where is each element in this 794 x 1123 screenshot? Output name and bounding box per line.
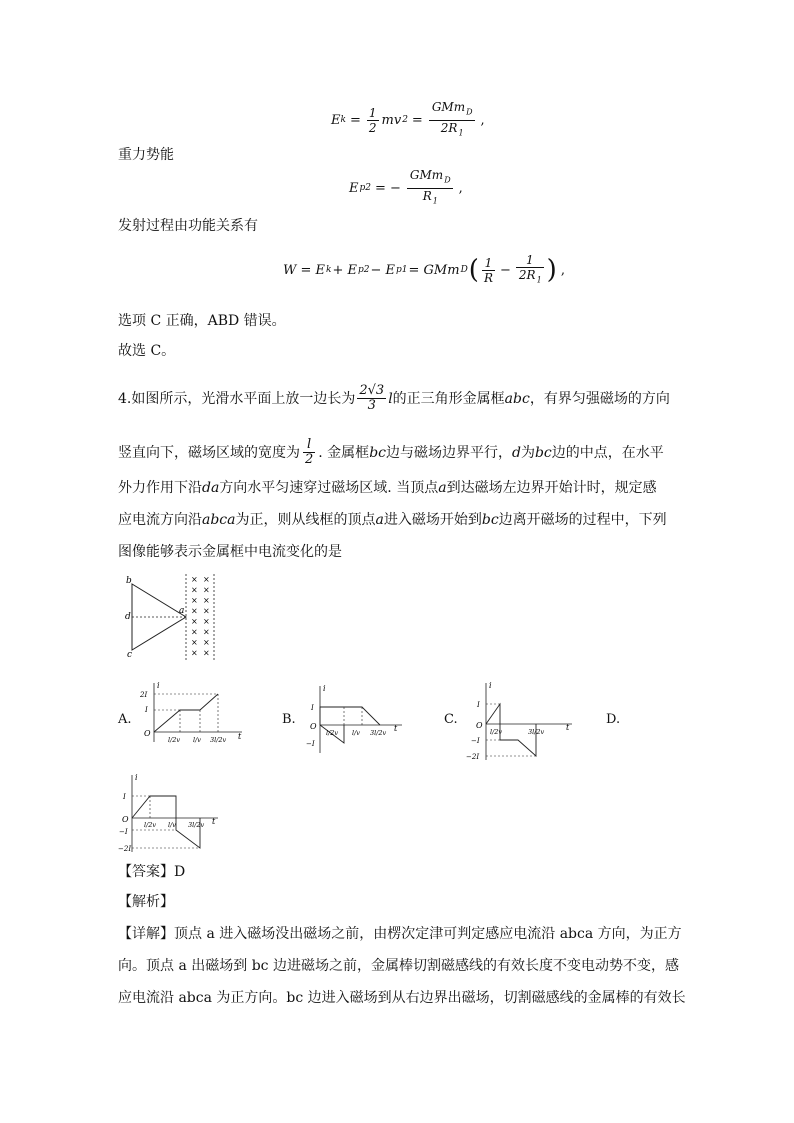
svg-text:−I: −I <box>119 828 128 836</box>
graph-option-c <box>466 680 576 762</box>
q4-l2-e: 为 <box>520 444 535 461</box>
potential-energy-formula: E p2 = − $\frac{GMm_D}{R_1}$ , <box>348 168 464 208</box>
q4-l2-c: 边与磁场边界平行， <box>386 444 512 461</box>
field-cross-mark: × <box>191 627 198 637</box>
graph-option-b <box>306 683 406 755</box>
q4-l2-b: . 金属框 <box>318 444 370 461</box>
answer-label: 【答案】 <box>118 864 174 880</box>
gm-den: 2R <box>440 120 458 135</box>
w-p1: p1 <box>396 265 408 275</box>
svg-text:3l/2v: 3l/2v <box>188 821 205 829</box>
field-cross-mark: × <box>191 648 198 658</box>
gravity-potential-label: 重力势能 <box>118 147 174 163</box>
svg-text:O: O <box>310 722 317 731</box>
q4-l1-b: 的正三角形金属框 <box>392 390 505 407</box>
detail-line-1: 【详解】顶点 a 进入磁场没出磁场之前，由楞次定津可判定感应电流沿 abca 方向，为正方 <box>118 926 682 942</box>
field-cross-mark: × <box>203 617 210 626</box>
svg-text:l/v: l/v <box>168 821 176 829</box>
ep-den: R <box>422 188 432 203</box>
w-f2-den: 2R <box>518 267 536 282</box>
triangle-field-figure <box>118 572 228 664</box>
svg-text:3l/2v: 3l/2v <box>370 729 387 737</box>
half-den: 2 <box>368 120 377 135</box>
q4-line5: 图像能够表示金属框中电流变化的是 <box>118 544 342 560</box>
q4-side-den: 3 <box>367 398 376 413</box>
field-cross-mark: × <box>191 638 198 647</box>
q4-d: d <box>512 444 521 461</box>
q4-width-den: 2 <box>305 452 314 467</box>
w-plus: + E <box>332 262 357 278</box>
svg-text:i: i <box>323 684 326 693</box>
half-num: 1 <box>368 105 377 120</box>
square: 2 <box>402 115 408 125</box>
kinetic-energy-formula: E k = $\frac{1}{2}$ mv 2 = $\frac{GMm_D}{2R_1}$ , <box>330 100 486 140</box>
w-lhs: W = E <box>283 262 326 278</box>
w-k: k <box>326 265 332 275</box>
w-f1-num: 1 <box>482 256 495 271</box>
work-formula: W = E k + E p2 − E p1 = GMm D ( $\frac{1}{R}$ − $\frac{1}{2R_1}$ ) , <box>282 248 566 292</box>
analysis-label: 【解析】 <box>118 894 174 910</box>
q4-width-num: l <box>303 438 315 453</box>
vertex-c-label: c <box>127 650 133 660</box>
mv: mv <box>381 112 402 128</box>
field-cross-mark: × <box>203 648 210 658</box>
q4-side-fraction <box>357 384 386 413</box>
ep-fraction <box>406 168 454 208</box>
w-f2-num: 1 <box>516 253 544 268</box>
field-cross-mark: × <box>191 606 198 616</box>
curve-c-pos <box>486 704 500 724</box>
svg-text:i: i <box>489 681 492 690</box>
gm-den-sub: 1 <box>458 127 464 137</box>
w-frac2 <box>515 253 545 287</box>
ek-symbol: E <box>331 112 341 128</box>
q4-bc2: bc <box>534 444 552 461</box>
svg-text:t: t <box>394 724 398 733</box>
w-frac1 <box>481 256 496 285</box>
svg-text:l/2v: l/2v <box>144 821 157 829</box>
conclusion: 故选 C。 <box>118 343 176 359</box>
svg-text:−2I: −2I <box>118 845 132 853</box>
ep-num: GMm <box>409 168 444 183</box>
svg-text:3l/2v: 3l/2v <box>528 728 545 736</box>
work-label: 发射过程由功能关系有 <box>118 218 258 234</box>
field-cross-mark: × <box>203 627 210 637</box>
field-cross-mark: × <box>191 596 198 605</box>
q4-abc: abc <box>504 390 530 407</box>
ep-symbol: E <box>349 180 359 196</box>
q4-line3: 外力作用下沿da方向水平匀速穿过磁场区域. 当顶点a到达磁场左边界开始计时，规定感 <box>118 480 657 496</box>
svg-text:O: O <box>144 729 151 738</box>
svg-text:O: O <box>122 815 129 824</box>
svg-text:l/2v: l/2v <box>490 728 503 736</box>
option-c-correct: 选项 C 正确，ABD 错误。 <box>118 313 286 329</box>
svg-text:I: I <box>477 701 480 709</box>
graph-option-d <box>118 772 222 854</box>
answer-value: D <box>174 864 186 880</box>
curve-b-pos <box>320 707 380 725</box>
ep-num-sub: D <box>444 175 451 185</box>
svg-text:I: I <box>311 704 314 712</box>
option-d-label[interactable]: D. <box>606 712 621 727</box>
w-f2-sub: 1 <box>536 275 542 285</box>
svg-text:3l/2v: 3l/2v <box>210 736 227 744</box>
comma: , <box>458 180 463 196</box>
svg-text:t: t <box>566 723 570 732</box>
q4-width-fraction <box>303 438 315 467</box>
q4-l: l <box>388 390 393 407</box>
vertex-b-label: b <box>126 576 132 586</box>
field-cross-mark: × <box>191 575 198 584</box>
svg-text:−2I: −2I <box>466 753 480 761</box>
graph-option-a <box>140 680 246 746</box>
ep-sub: p2 <box>359 183 371 193</box>
svg-text:−I: −I <box>306 740 315 748</box>
svg-text:i: i <box>135 773 138 782</box>
comma: , <box>480 112 485 128</box>
w-eq: = GMm <box>408 262 460 278</box>
field-cross-mark: × <box>191 585 198 595</box>
gm-fraction <box>428 100 476 140</box>
ep-den-sub: 1 <box>432 195 438 205</box>
field-cross-mark: × <box>203 606 210 616</box>
svg-text:l/v: l/v <box>352 729 360 737</box>
svg-text:l/2v: l/2v <box>326 729 339 737</box>
detail-line-2: 向。顶点 a 出磁场到 bc 边进磁场之前，金属棒切割磁感线的有效长度不变电动势不变，感 <box>118 958 679 974</box>
svg-text:l/v: l/v <box>193 736 201 744</box>
answer-line <box>118 862 185 882</box>
q4-line2 <box>118 438 664 467</box>
vertex-d-label: d <box>125 612 131 622</box>
q4-l2-a: 竖直向下，磁场区域的宽度为 <box>118 444 300 461</box>
svg-text:2I: 2I <box>140 691 148 699</box>
q4-l1-c: ，有界匀强磁场的方向 <box>529 390 670 407</box>
gm-num: GMm <box>431 100 466 115</box>
curve-d-pos <box>132 796 176 818</box>
q4-side-num: 2√3 <box>359 383 385 398</box>
svg-text:O: O <box>476 721 483 730</box>
option-c-label[interactable]: C. <box>444 712 458 727</box>
svg-text:−I: −I <box>471 737 480 745</box>
magnetic-field-marks <box>191 575 210 658</box>
svg-text:t: t <box>212 817 216 826</box>
option-b-label[interactable]: B. <box>282 712 296 727</box>
detail-label: 【详解】 <box>118 926 174 942</box>
w-f1-den: R <box>483 270 493 285</box>
field-cross-mark: × <box>203 585 210 595</box>
q4-l2-f: 边的中点，在水平 <box>551 444 664 461</box>
half-fraction <box>366 106 380 135</box>
svg-text:I: I <box>123 793 126 801</box>
ek-subscript: k <box>340 115 346 125</box>
gm-sub: D <box>466 107 473 117</box>
q4-line4: 应电流方向沿abca为正，则从线框的顶点a进入磁场开始到bc边离开磁场的过程中，下列 <box>118 512 667 528</box>
w-p2: p2 <box>358 265 370 275</box>
svg-text:I: I <box>145 706 148 714</box>
field-cross-mark: × <box>203 575 210 584</box>
svg-text:l/2v: l/2v <box>168 736 181 744</box>
field-cross-mark: × <box>203 596 210 605</box>
q4-bc: bc <box>369 444 386 461</box>
q4-line1 <box>118 384 670 413</box>
detail-line-3: 应电流沿 abca 为正方向。bc 边进入磁场到从右边界出磁场，切割磁感线的金属棒的有效长 <box>118 990 686 1006</box>
svg-text:i: i <box>157 681 160 690</box>
w-minus: − E <box>370 262 396 278</box>
w-D: D <box>460 265 468 275</box>
vertex-a-label: a <box>179 606 185 616</box>
comma: , <box>560 262 565 278</box>
svg-text:t: t <box>238 732 242 741</box>
field-cross-mark: × <box>203 638 210 647</box>
field-cross-mark: × <box>191 617 198 626</box>
option-a-label[interactable]: A. <box>118 712 132 727</box>
q4-l1-a: 4.如图所示，光滑水平面上放一边长为 <box>118 390 356 407</box>
curve-a <box>154 694 218 732</box>
